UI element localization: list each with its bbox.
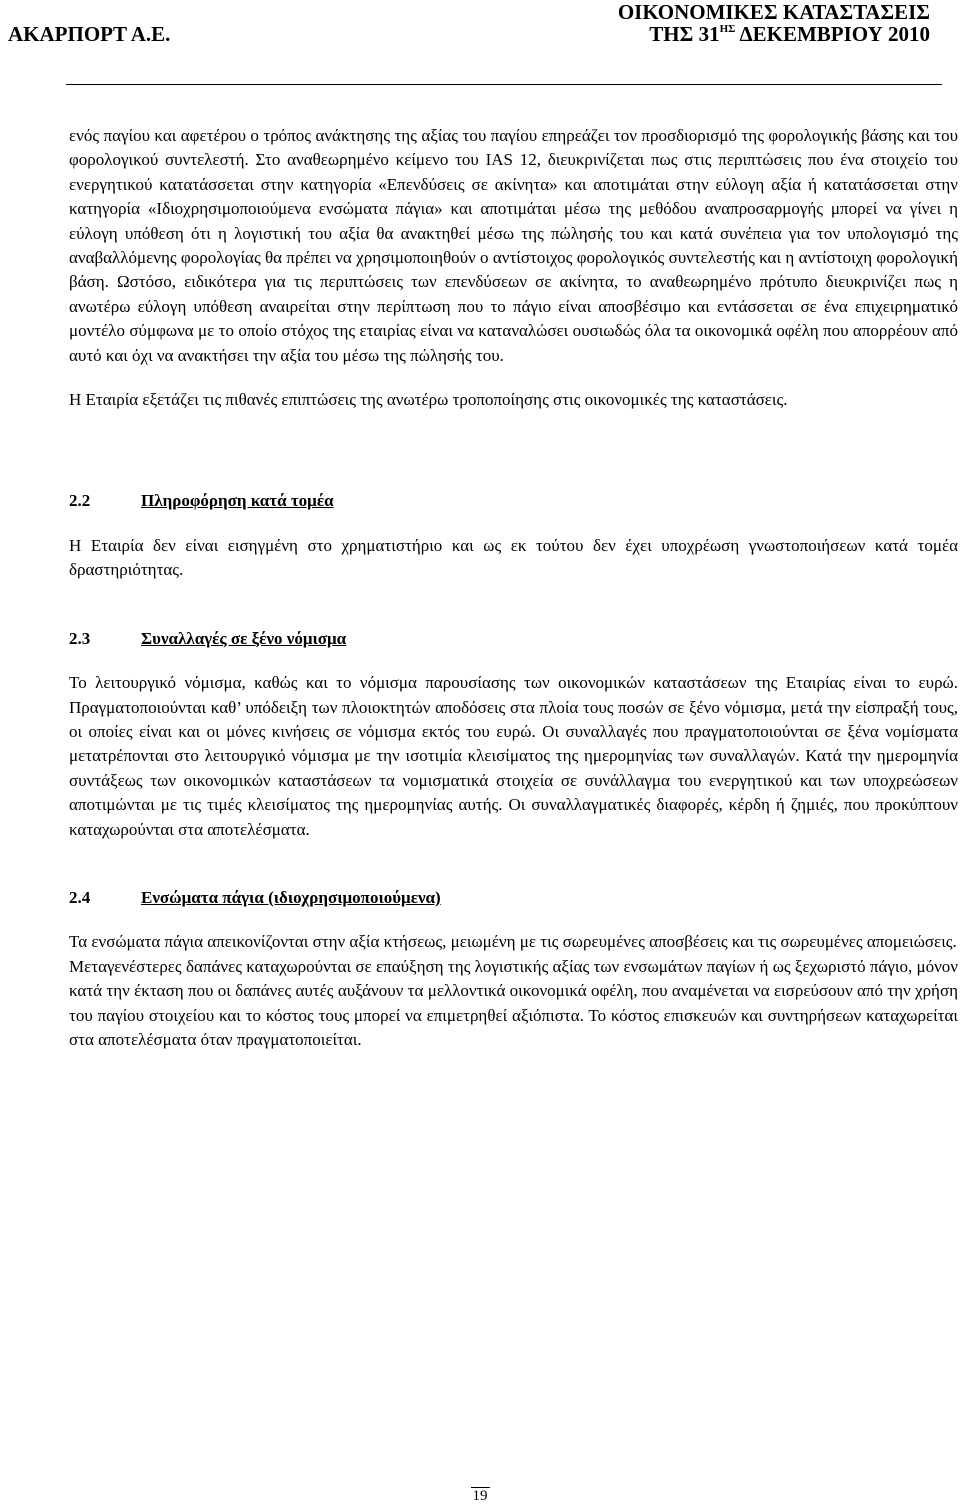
body-paragraph: Η Εταιρία εξετάζει τις πιθανές επιπτώσεις της ανωτέρω τροποποίησης στις οικονομικές της καταστάσεις. — [69, 390, 788, 410]
section-heading — [69, 489, 958, 513]
page-header — [0, 0, 960, 96]
section-paragraph: Η Εταιρία δεν είναι εισηγμένη στο χρηματιστήριο και ως εκ τούτου δεν έχει υποχρέωση γνωστοποιήσεων κατά τομέα δραστηριότητας. — [69, 535, 958, 580]
section-paragraph: Τα ενσώματα πάγια απεικονίζονται στην αξία κτήσεως, μειωμένη με τις σωρευμένες αποσβέσεις και τις σωρευμένες απομειώσεις. — [69, 932, 957, 952]
date-prefix: ΤΗΣ 31 — [649, 22, 720, 46]
document-date — [649, 22, 930, 47]
page-body — [69, 124, 958, 1052]
section-heading — [69, 886, 958, 910]
page-number — [0, 1488, 960, 1505]
date-suffix: ΔΕΚΕΜΒΡΙΟΥ 2010 — [739, 22, 930, 46]
section-heading — [69, 627, 958, 651]
section-title: Ενσώματα πάγια (ιδιοχρησιμοποιούμενα) — [141, 887, 441, 907]
section-paragraph: Το λειτουργικό νόμισμα, καθώς και το νόμισμα παρουσίασης των οικονομικών καταστάσεων της Εταιρίας είναι το ευρώ. Πραγματοποιούνται καθ’ υπόδειξη των πλοιοκτητών αποδόσεις στα πλοία τους ποσών σε ξένο νόμισμα, μετά την είσπραξή τους, οι οποίες είναι και οι μόνες κινήσεις σε νόμισμα εκτός του ευρώ. Οι συναλλαγές που πραγματοποιούνται σε ξένα νομίσματα μετατρέπονται στο λειτουργικό νόμισμα με την ισοτιμία κλεισίματος της ημερομηνίας των συναλλαγών. Κατά την ημερομηνία συντάξεως των οικονομικών καταστάσεων τα νομισματικά στοιχεία σε συνάλλαγμα του ενεργητικού και των υποχρεώσεων αποτιμώνται με τις τιμές κλεισίματος της ημερομηνίας αυτής. Οι συναλλαγματικές διαφορές, κέρδη ή ζημιές, που προκύπτουν καταχωρούνται στα αποτελέσματα. — [69, 673, 958, 839]
section-title: Συναλλαγές σε ξένο νόμισμα — [141, 628, 347, 648]
date-superscript: ΗΣ — [719, 23, 736, 35]
header-rule — [66, 84, 942, 85]
section-number: 2.4 — [69, 887, 91, 907]
section-number: 2.2 — [69, 491, 91, 511]
body-paragraph: ενός παγίου και αφετέρου ο τρόπος ανάκτησης της αξίας του παγίου επηρεάζει τον προσδιορισμό της φορολογικής βάσης και του φορολογικού συντελεστή. Στο αναθεωρημένο κείμενο του IAS 12, διευκρινίζεται πως στις περιπτώσεις που ένα στοιχείο του ενεργητικού κατατάσσεται στην κατηγορία «Επενδύσεις σε ακίνητα» και αποτιμάται στην εύλογη αξία ή κατατάσσεται στην κατηγορία «Ιδιοχρησιμοποιούμενα ενσώματα πάγια» και αποτιμάται μέσω της μεθόδου αναπροσαρμογής μπορεί να γίνει η εύλογη υπόθεση ότι η λογιστική του αξία θα ανακτηθεί μέσω της πώλησής του και κατά συνέπεια για τον υπολογισμό της αναβαλλόμενης φορολογίας θα πρέπει να χρησιμοποιηθούν ο αντίστοιχος φορολογικός συντελεστής και η αντίστοιχη φορολογική βάση. Ωστόσο, ειδικότερα για τις περιπτώσεις των επενδύσεων σε ακίνητα, το αναθεωρημένο πρότυπο διευκρινίζει πως η ανωτέρω εύλογη υπόθεση αναιρείται στην περίπτωση που το πάγιο είναι αποσβέσιμο και εντάσσεται σε ένα επιχειρηματικό μοντέλο σύμφωνα με το οποίο στόχος της εταιρίας είναι να καταναλώσει ουσιωδώς όλα τα οικονομικά οφέλη που απορρέουν από αυτό και όχι να ανακτήσει την αξία του μέσω της πώλησής του. — [69, 126, 958, 365]
page-number-text: 19 — [472, 1488, 488, 1504]
section-number: 2.3 — [69, 628, 91, 648]
document-title: ΟΙΚΟΝΟΜΙΚΕΣ ΚΑΤΑΣΤΑΣΕΙΣ — [617, 0, 930, 24]
section-paragraph: Μεταγενέστερες δαπάνες καταχωρούνται σε επαύξηση της λογιστικής αξίας των ενσωμάτων παγίων ή ως ξεχωριστό πάγιο, μόνον κατά την έκταση που οι δαπάνες αυτές αυξάνουν τα μελλοντικά οικονομικά οφέλη, που αναμένεται να εισρεύσουν από την χρήση του παγίου στοιχείου και το κόστος τους μπορεί να επιμετρηθεί αξιόπιστα. Το κόστος επισκευών και συντηρήσεων καταχωρείται στα αποτελέσματα όταν πραγματοποιείται. — [69, 956, 958, 1049]
section-title: Πληροφόρηση κατά τομέα — [141, 491, 334, 511]
company-name: ΑΚΑΡΠΟΡΤ Α.Ε. — [8, 22, 171, 46]
